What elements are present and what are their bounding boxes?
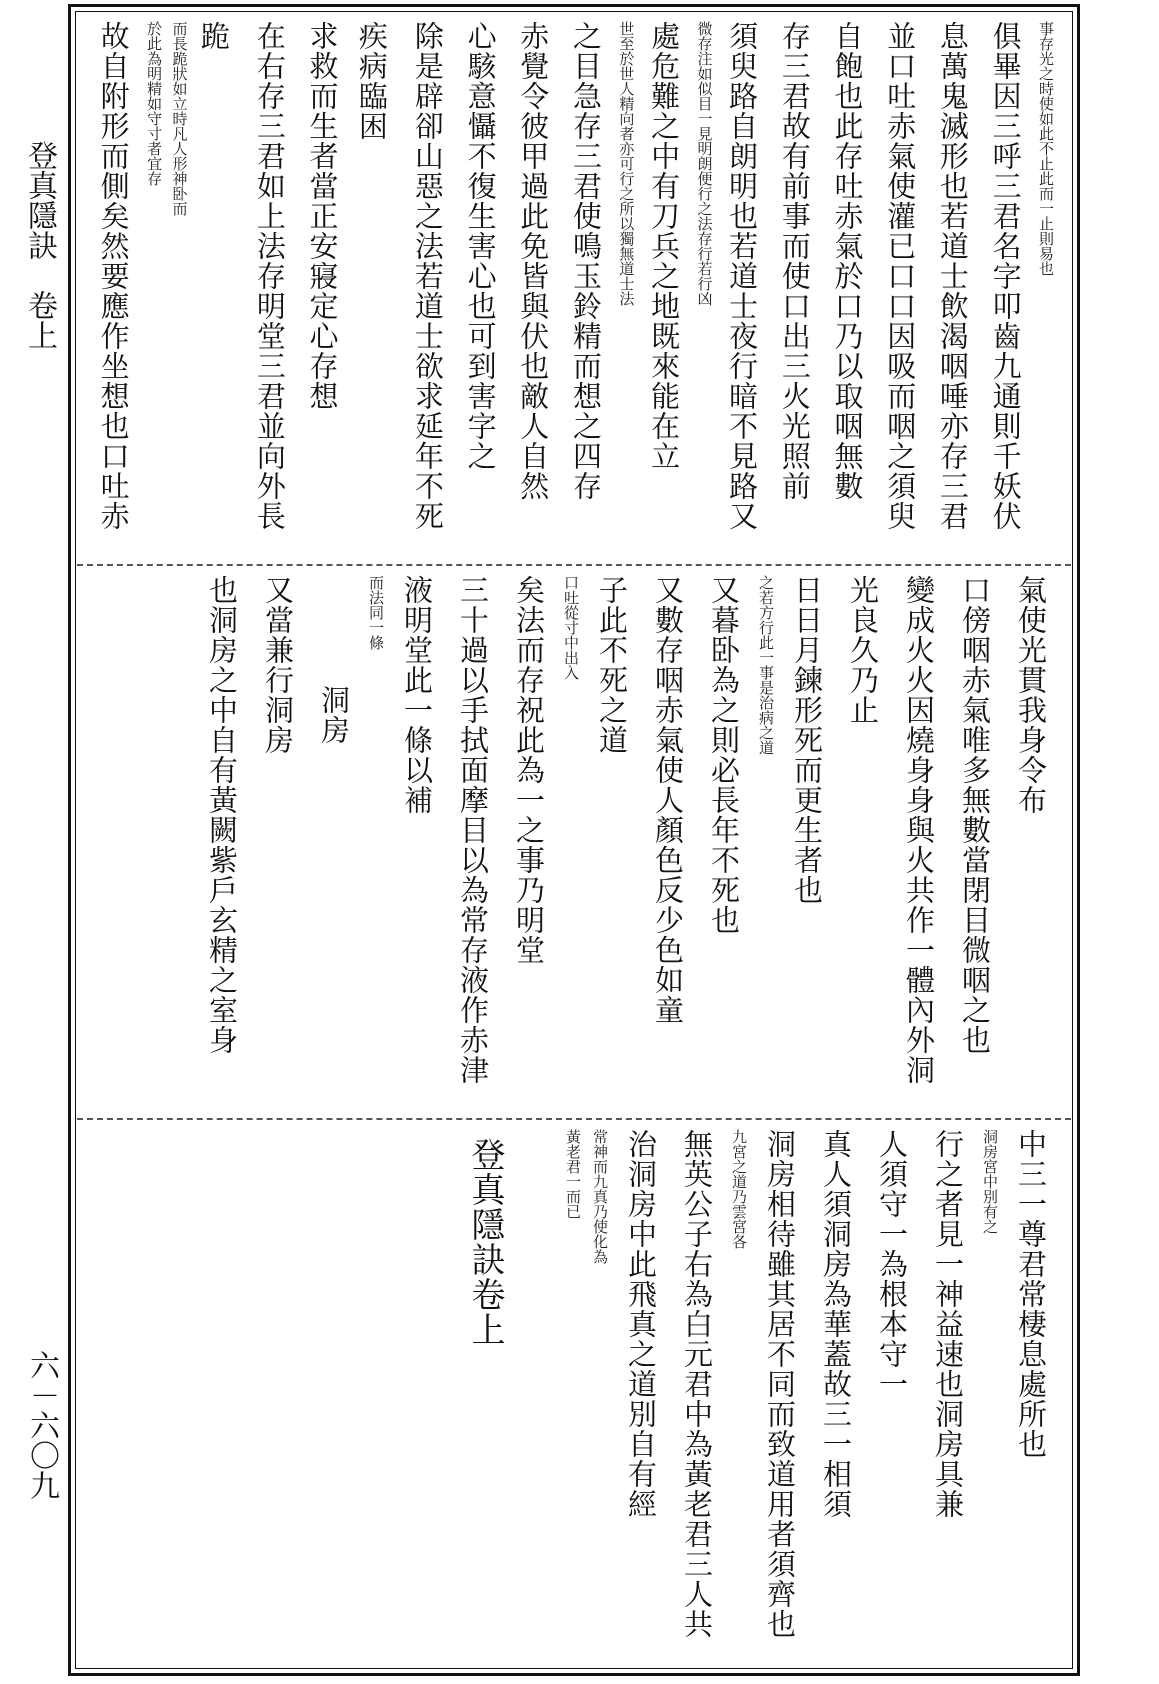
register-middle <box>77 567 1071 1115</box>
text-column: 又數存咽赤氣使人顏色反少色如童 <box>651 575 685 1025</box>
section-heading: 洞房 <box>317 685 351 745</box>
commentary-column: 常神而九真乃使化為 <box>591 1129 609 1264</box>
text-column: 中三一尊君常棲息處所也 <box>1014 1129 1048 1459</box>
text-column: 氣使光貫我身令布 <box>1014 575 1048 815</box>
text-column: 光良久乃止 <box>846 575 880 725</box>
text-column: 洞房相待雖其居不同而致道用者須齊也 <box>763 1129 797 1639</box>
commentary-column: 口吐從寸中出入 <box>562 575 580 680</box>
text-column: 又當兼行洞房 <box>261 575 295 755</box>
register-top <box>77 13 1071 561</box>
column-group <box>77 1121 1071 1669</box>
volume-title: 登真隱訣卷上 <box>465 1137 505 1347</box>
commentary-column: 世至於世人精向者亦可行之所以獨無道士法 <box>617 21 636 306</box>
register-divider <box>77 564 1071 566</box>
commentary-column: 之若方行此一事是治病之道 <box>757 575 775 755</box>
commentary-column: 九宮之道乃雲宮各 <box>730 1129 748 1249</box>
commentary-column: 而長跪狀如立時凡人形神卧而 <box>170 21 189 216</box>
text-column: 求救而生者當正安寢定心存想 <box>305 21 340 411</box>
text-column: 真人須洞房為華蓋故三一相須 <box>819 1129 853 1519</box>
text-column: 無英公子右為白元君中為黃老君三人共 <box>680 1129 714 1639</box>
text-column: 又暮卧為之則必長年不死也 <box>707 575 741 935</box>
text-column: 矣法而存祝此為一之事乃明堂 <box>512 575 546 965</box>
text-column: 三十過以手拭面摩目以為常存液作赤津 <box>456 575 490 1085</box>
column-spacer <box>515 1129 559 1661</box>
page-number: 六－六〇九 <box>24 1350 59 1500</box>
text-column: 息萬鬼滅形也若道士飲渴咽唾亦存三君 <box>935 21 970 531</box>
register-divider <box>77 1118 1071 1120</box>
commentary-column: 事存光之時使如此不止此而一止則易也 <box>1037 21 1055 276</box>
text-column: 口傍咽赤氣唯多無數當閉目微咽之也 <box>958 575 992 1055</box>
text-column: 存三君故有前事而使口出三火光照前 <box>777 21 812 501</box>
commentary-column: 洞房宮中別有之 <box>981 1129 999 1234</box>
commentary-column: 於此為明精如守寸者宜存 <box>145 21 164 186</box>
text-column: 除是辟卻山惡之法若道士欲求延年不死疾病臨困 <box>354 21 445 531</box>
margin-caption: 登真隱訣 卷上 <box>22 140 57 350</box>
text-column: 行之者見一神益速也洞房具兼 <box>931 1129 965 1519</box>
text-column: 處危難之中有刀兵之地既來能在立 <box>647 21 682 471</box>
commentary-column: 微存注如似目一見明朗便行之法存行若行凶 <box>695 21 714 306</box>
commentary-column: 黃老君一而已 <box>564 1129 582 1219</box>
page-frame <box>68 4 1080 1676</box>
text-column: 治洞房中此飛真之道別自有經 <box>624 1129 658 1519</box>
column-group <box>77 567 1071 1115</box>
text-column: 之目急存三君使鳴玉鈴精而想之四存 <box>568 21 603 501</box>
text-column: 日日月鍊形死而更生者也 <box>790 575 824 905</box>
commentary-column: 而法同一條 <box>367 575 385 650</box>
column-group <box>77 13 1071 561</box>
text-column: 子此不死之道 <box>595 575 629 755</box>
text-column: 自飽也此存吐赤氣於口乃以取咽無數 <box>830 21 865 501</box>
text-column: 變成火火因燒身身與火共作一體內外洞 <box>902 575 936 1085</box>
text-column: 須臾路自朗明也若道士夜行暗不見路又 <box>725 21 760 531</box>
text-column: 故自附形而側矣然要應作坐想也口吐赤 <box>96 21 131 531</box>
text-column: 赤覺令彼甲過此免皆與伏也敵人自然 <box>516 21 551 501</box>
text-column: 並口吐赤氣使灌已口口因吸而咽之須臾 <box>883 21 918 531</box>
text-column: 在右存三君如上法存明堂三君並向外長跪 <box>196 21 287 531</box>
text-column: 液明堂此一條以補 <box>400 575 434 815</box>
text-column: 俱畢因三呼三君名字叩齒九通則千妖伏 <box>988 21 1023 531</box>
text-column: 人須守一為根本守一 <box>875 1129 909 1399</box>
register-bottom <box>77 1121 1071 1669</box>
text-column: 也洞房之中自有黃闕紫戶玄精之室身 <box>205 575 239 1055</box>
text-column: 心駭意懾不復生害心也可到害字之 <box>463 21 498 471</box>
